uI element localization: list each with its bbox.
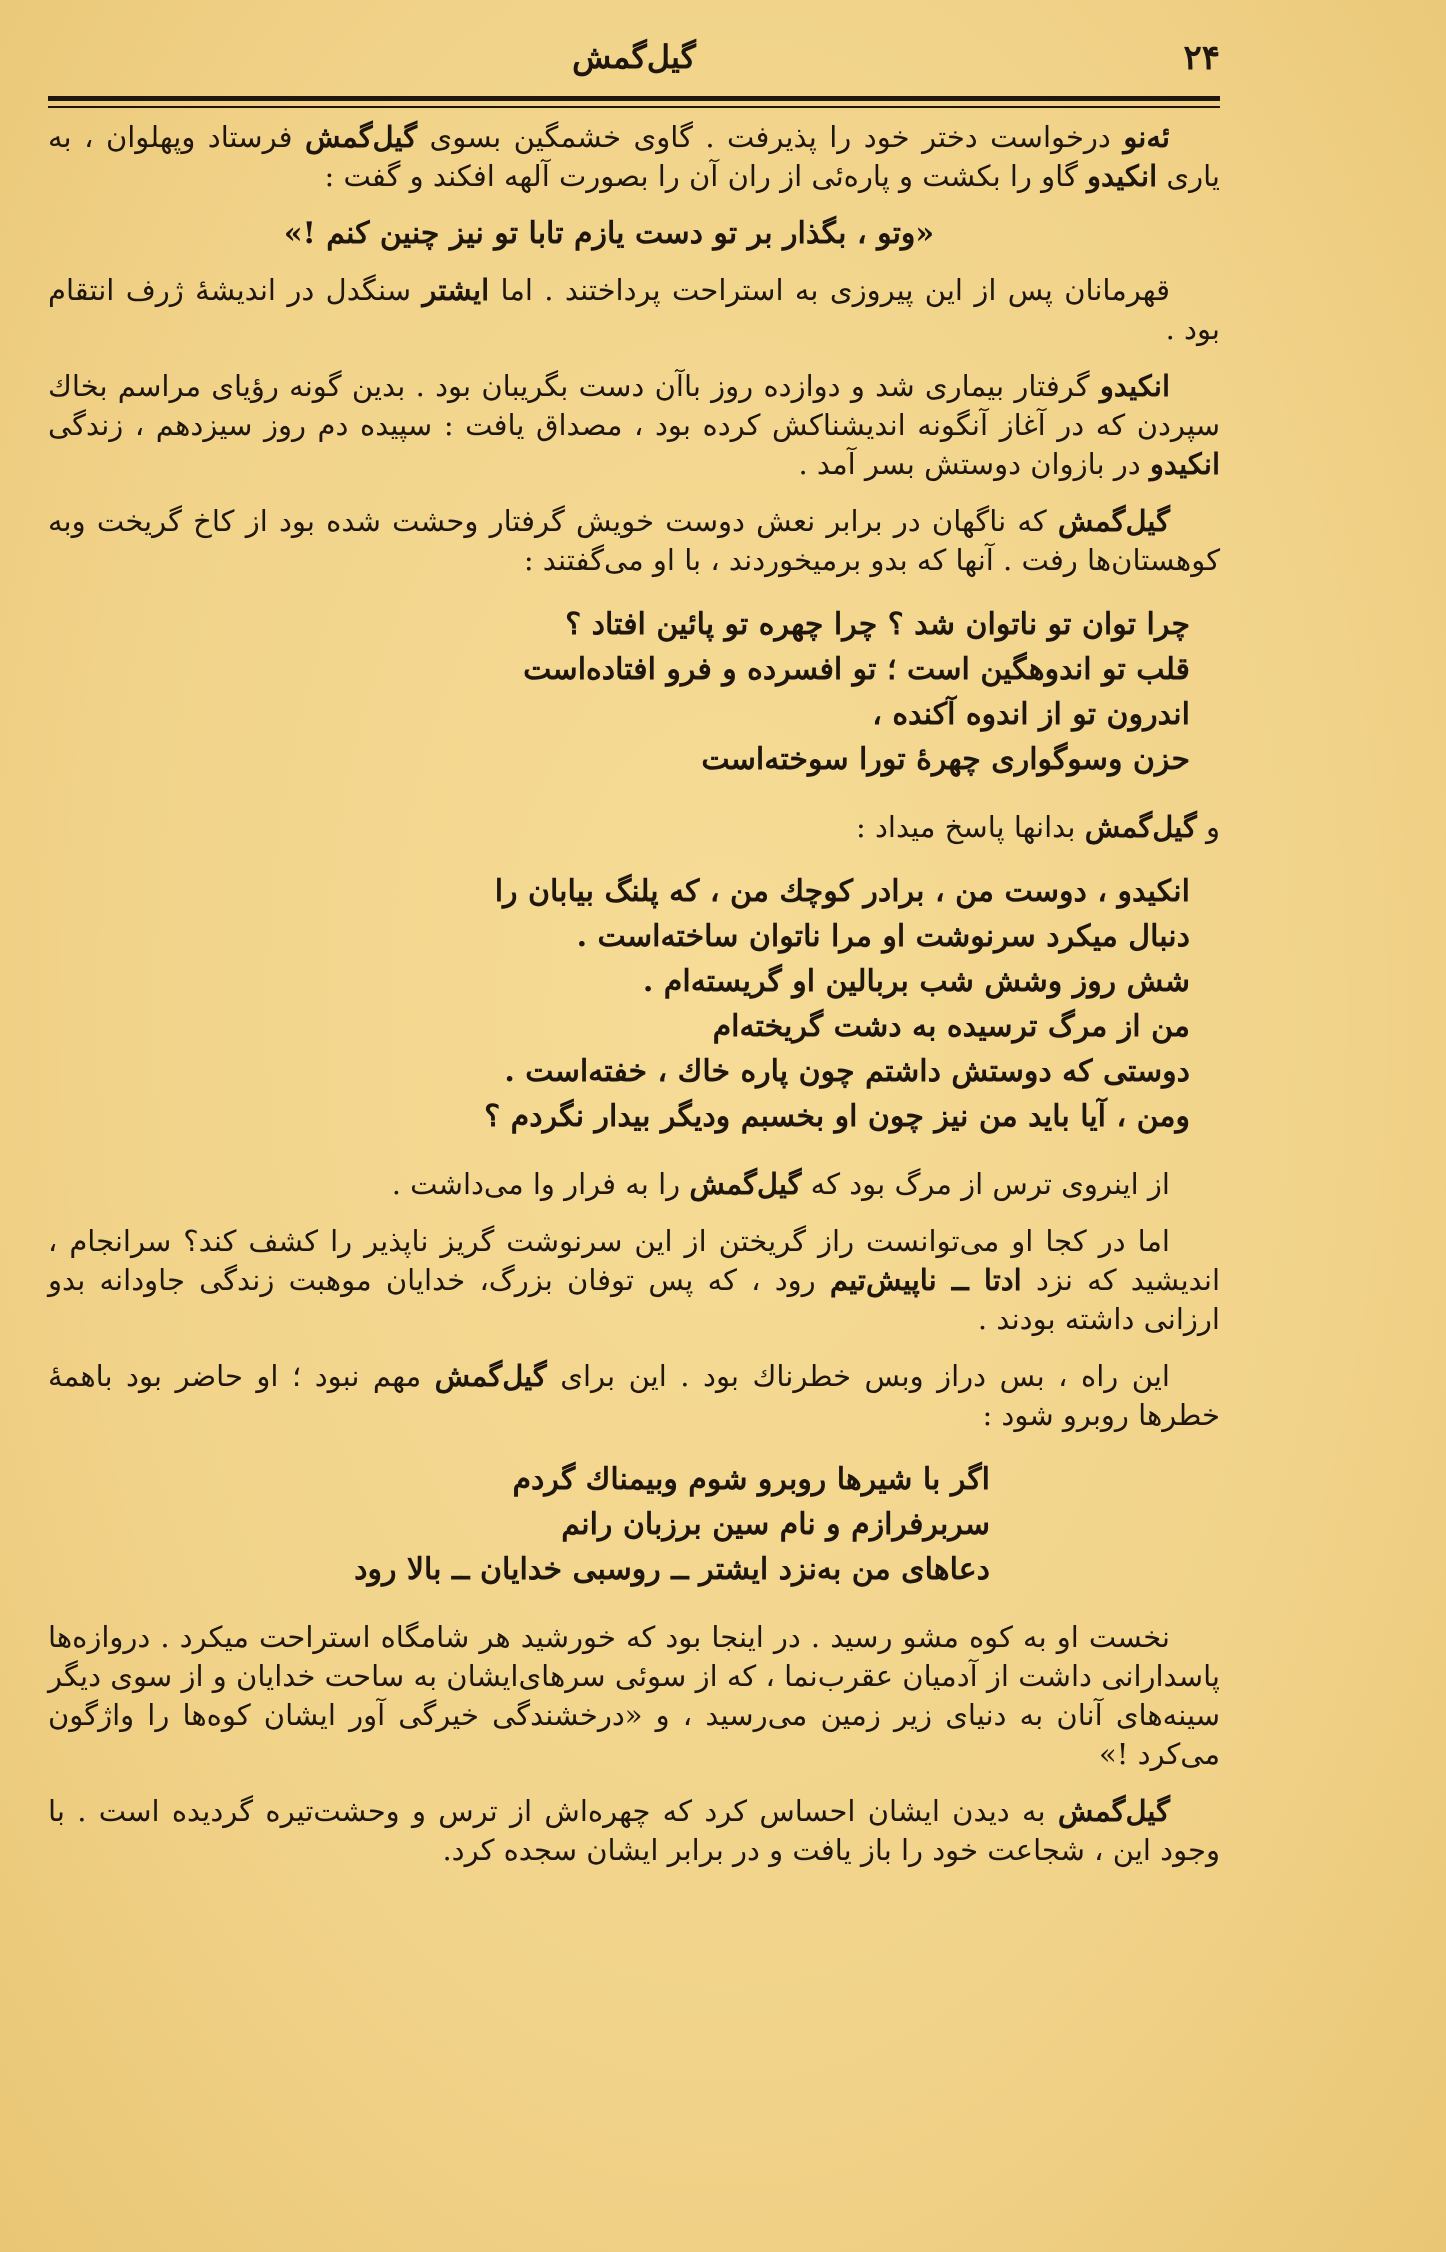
verse-line: انکیدو ، دوست من ، برادر کوچك من ، که پلنگ بیابان را: [494, 874, 1190, 909]
name-gilgamesh: گیل‌گمش: [1084, 810, 1197, 844]
name-gilgamesh: گیل‌گمش: [689, 1167, 802, 1201]
name-enkidu: انکیدو: [1149, 447, 1220, 481]
running-title: گیل‌گمش: [572, 38, 696, 76]
text-span: و: [1196, 810, 1220, 844]
page-body: [48, 118, 1220, 1888]
verse-line: چرا توان تو ناتوان شد ؟ چرا چهره تو پائین افتاد ؟: [565, 607, 1190, 642]
name-enkidu: انکیدو: [1099, 369, 1170, 403]
name-anu: ئه‌نو: [1123, 120, 1170, 154]
text-span: مهم نبود ؛ او حاضر بود باهمهٔ خطرها روبرو شود :: [48, 1359, 1220, 1432]
paragraph-1: [48, 118, 1220, 196]
paragraph-8: [48, 1357, 1220, 1435]
header-rule-thin: [48, 106, 1220, 108]
name-gilgamesh: گیل‌گمش: [1057, 1794, 1170, 1828]
text-span: سنگدل در اندیشهٔ ژرف انتقام بود .: [48, 273, 1220, 346]
header-rule-thick: [48, 96, 1220, 101]
text-span: نخست او به کوه مشو رسید . در اینجا بود که خورشید هر شامگاه استراحت میکرد . دروازه‌ها پاسدارانی داشت از آدمیان عقرب‌نما ، که از سوئی سرهای‌ایشان به ساحت خدایان و از سوی دیگر سینه‌های آنان به دنیای زیر زمین می‌رسید ، و «درخشندگی خیرگی آور ایشان کوه‌ها را واژگون می‌کرد !»: [48, 1620, 1220, 1771]
name-utnapishtim: ادتا ــ ناپیش‌تیم: [829, 1263, 1022, 1297]
paragraph-9: [48, 1618, 1220, 1774]
name-ishtar: ایشتر: [422, 273, 490, 307]
text-span: در بازوان دوستش بسر آمد .: [798, 447, 1150, 481]
paragraph-7: [48, 1222, 1220, 1339]
text-span: گرفتار بیماری شد و دوازده روز باآن دست بگریبان بود . بدین گونه رؤیای مراسم بخاك سپردن که در آغاز آنگونه اندیشناکش کرده بود ، مصداق یافت : سپیده دم روز سیزدهم ، زندگی: [48, 369, 1220, 442]
quote-line: «وتو ، بگذار بر تو دست یازم تابا تو نیز چنین کنم !»: [283, 216, 935, 251]
name-gilgamesh: گیل‌گمش: [1057, 504, 1170, 538]
verse-block-1: [48, 602, 1220, 782]
paragraph-3: [48, 367, 1220, 484]
text-span: بدانها پاسخ میداد :: [856, 810, 1085, 844]
paragraph-5: [48, 808, 1220, 847]
text-span: فرستاد وپهلوان ، به یاری: [48, 120, 1220, 193]
paragraph-2: [48, 271, 1220, 349]
name-gilgamesh: گیل‌گمش: [434, 1359, 547, 1393]
verse-line: دوستی که دوستش داشتم چون پاره خاك ، خفته‌است .: [504, 1054, 1190, 1089]
verse-line: ومن ، آیا باید من نیز چون او بخسبم ودیگر بیدار نگردم ؟: [484, 1099, 1190, 1134]
paragraph-10: [48, 1792, 1220, 1870]
paragraph-6: [48, 1165, 1220, 1204]
verse-line: شش روز وشش شب بربالین او گریسته‌ام .: [642, 964, 1190, 999]
text-span: اما در کجا او می‌توانست راز گریختن از این سرنوشت گریز ناپذیر را کشف کند؟ سرانجام ، اندیشید که نزد: [48, 1224, 1220, 1297]
page-header: [48, 38, 1220, 78]
text-span: را به فرار وا می‌داشت .: [391, 1167, 690, 1201]
verse-block-2: [48, 869, 1220, 1139]
text-span: قهرمانان پس از این پیروزی به استراحت پرداختند . اما: [489, 273, 1170, 307]
verse-block-3: [48, 1457, 1220, 1592]
text-span: از اینروی ترس از مرگ بود که: [801, 1167, 1170, 1201]
verse-line: دنبال میکرد سرنوشت او مرا ناتوان ساخته‌است .: [576, 919, 1190, 954]
verse-line: اگر با شیرها روبرو شوم وبیمناك گردم: [512, 1462, 990, 1497]
verse-line: سربرفرازم و نام سین برزبان رانم: [561, 1507, 990, 1542]
verse-line: حزن وسوگواری چهرهٔ تورا سوخته‌است: [701, 742, 1190, 777]
verse-line: اندرون تو از اندوه آکنده ،: [872, 697, 1190, 732]
text-span: این راه ، بس دراز وبس خطرناك بود . این برای: [546, 1359, 1170, 1393]
page-number: ۲۴: [1183, 38, 1220, 78]
paragraph-4: [48, 502, 1220, 580]
text-span: گاو را بکشت و پاره‌ئی از ران آن را بصورت آلهه افکند و گفت :: [324, 159, 1088, 193]
text-span: که ناگهان در برابر نعش دوست خویش گرفتار وحشت شده بود از کاخ گریخت وبه کوهستان‌ها رفت . آنها که بدو برمیخوردند ، با او می‌گفتند :: [48, 504, 1220, 577]
verse-line: قلب تو اندوهگین است ؛ تو افسرده و فرو افتاده‌است: [523, 652, 1190, 687]
text-span: درخواست دختر خود را پذیرفت . گاوی خشمگین بسوی: [417, 120, 1124, 154]
verse-line: دعاهای من به‌نزد ایشتر ــ روسبی خدایان ــ بالا رود: [354, 1552, 990, 1587]
text-span: به دیدن ایشان احساس کرد که چهره‌اش از ترس و وحشت‌تیره گردیده است . با وجود این ، شجاعت خود را باز یافت و در برابر ایشان سجده کرد.: [48, 1794, 1220, 1867]
name-gilgamesh: گیل‌گمش: [304, 120, 418, 154]
verse-line: من از مرگ ترسیده به دشت گریخته‌ام: [712, 1009, 1190, 1044]
name-enkidu: انکیدو: [1087, 159, 1158, 193]
text-span: رود ، که پس توفان بزرگ، خدایان موهبت زندگی جاودانه بدو ارزانی داشته بودند .: [48, 1263, 1220, 1336]
